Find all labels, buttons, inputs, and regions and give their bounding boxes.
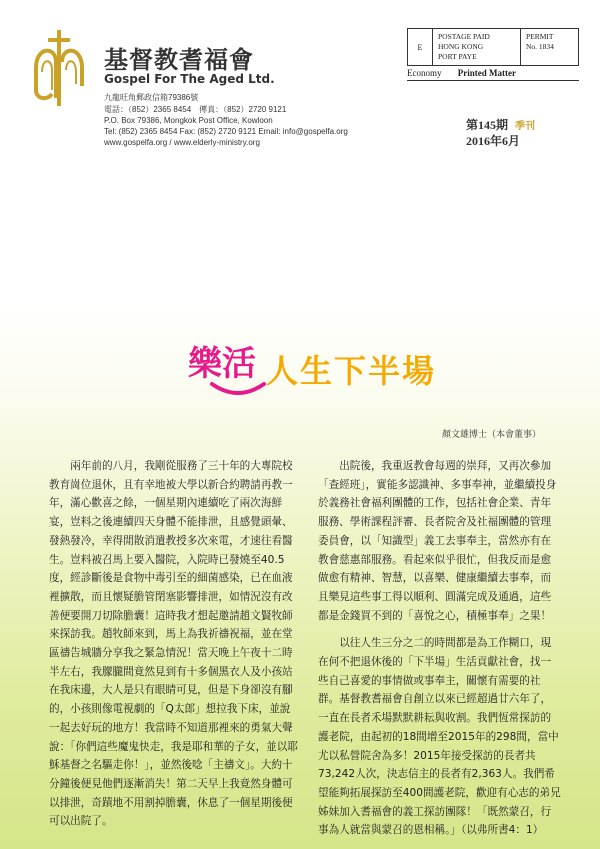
postage-lines xyxy=(438,32,490,62)
postage-line: PORT PAYE xyxy=(438,52,477,61)
issue-number-text: 第145期 xyxy=(466,118,509,132)
title-part-2: 人生下半場 xyxy=(266,352,437,390)
mail-class-economy: Economy xyxy=(407,68,442,78)
smile-icon xyxy=(208,380,268,400)
address-line: 電話：（852）2365 8454 傳真：（852）2720 9121 xyxy=(104,105,287,114)
address-line: Tel: (852) 2365 8454 Fax: (852) 2720 9121 Email: info@gospelfa.org xyxy=(104,127,348,136)
address-line: P.O. Box 79386, Mongkok Post Office, Kowloon xyxy=(104,116,273,125)
article-column-left xyxy=(49,457,298,840)
postage-line: POSTAGE PAID xyxy=(438,32,490,41)
permit-number: No. 1834 xyxy=(526,42,554,51)
postage-paid-box xyxy=(407,28,579,66)
postage-code: E xyxy=(408,29,433,65)
article-paragraph: 以往人生三分之二的時間都是為工作糊口，現在何不把退休後的「下半場」生活貢獻社會，找一些自己喜愛的事情做或事奉主，關懷有需要的社群。基督教耆福會自創立以來已經超過廿六年了，一直在長者禾場默默耕耘與收割。我們恆常探訪的護老院，由起初的18間增至2015年的298間，當中尤以私營院舍為多！2015年接受探訪的長者共73,242人次，決志信主的長者有2,363人。我們希望能夠拓展探訪至400間護老院，歡迎有心志的弟兄姊妹加入耆福會的義工探訪團隊！「既然蒙召，行事為人就當與蒙召的恩相稱。」（以弗所書4：1） xyxy=(318,637,561,837)
org-name-en: Gospel For The Aged Ltd. xyxy=(104,72,275,86)
permit-box xyxy=(520,29,578,65)
org-name-zh: 基督教耆福會 xyxy=(104,46,254,74)
article-title xyxy=(188,336,448,406)
article-column-right xyxy=(318,457,561,849)
issue-date: 2016年6月 xyxy=(466,134,521,148)
issue-frequency: 季刊 xyxy=(515,121,536,132)
mail-class xyxy=(407,68,579,81)
title-part-1: 樂活 xyxy=(188,344,256,384)
article-paragraph: 兩年前的八月，我剛從服務了三十年的大專院校教育崗位退休，且有幸地被大學以新合約聘請再教一年，滿心歡喜之餘，一個星期內連續吃了兩次海鮮宴，豈料之後連續四天身體不能排泄，且感覺頭暈、發熱發冷，幸得閒散消遣教授多次來電，才速往看醫生。豈料被召馬上要入醫院，入院時已發燒至40.5度，經診斷後是食物中毒引至的細菌感染，已在血液裡擴散，而且懷疑膽管閉塞影響排泄，如情況沒有改善便要開刀切除膽囊！這時我才想起邀請趙文賢牧師來探訪我。趙牧師來到，馬上為我祈禱祝福，並在堂區禱告城牆分享我之緊急情況！當天晚上午夜十二時半左右，我朦朧間竟然見到有十多個黑衣人及小孩站在我床邊，大人是只有眼睛可見，但是下身卻沒有腳的，小孩則像電視劇的「Q太郎」想拉我下床，並說一起去好玩的地方！我當時不知道那裡來的勇氣大聲說：「你們這些魔鬼快走，我是耶和華的子女，並以耶穌基督之名驅走你！」，並然後唸「主禱文」。大約十分鐘後便見他們逐漸消失！第二天早上我竟然身體可以排泄，奇蹟地不用割掉膽囊，休息了一個星期後便可以出院了。 xyxy=(49,460,298,828)
cross-logo-icon xyxy=(28,28,90,108)
address-line: 九龍旺角郵政信箱79386號 xyxy=(104,93,199,102)
website-line: www.gospelfa.org / www.elderly-ministry.org xyxy=(104,138,260,147)
postage-line: HONG KONG xyxy=(438,42,484,51)
issue-number xyxy=(466,116,535,133)
mail-class-type: Printed Matter xyxy=(457,68,516,78)
article-byline: 顏文雄博士（本會董事） xyxy=(442,430,542,440)
permit-label: PERMIT xyxy=(526,32,554,41)
article-paragraph: 出院後，我重返教會每週的崇拜，又再次參加「查經班」，實能多認識神、多事奉神，並繼續投身於義務社會福利團體的工作，包括社會企業、青年服務、學術課程評審、長者院舍及社福團體的管理委員會，以「知識型」義工去事奉主，當然亦有在教會慈惠部服務。看起來似乎很忙，但我反而是愈做愈有精神、智慧，以喜樂、健康繼續去事奉，而且樂見這些事工得以順利、圓滿完成及通過，這些都是金錢買不到的「喜悅之心，積極事奉」之果！ xyxy=(318,460,557,622)
